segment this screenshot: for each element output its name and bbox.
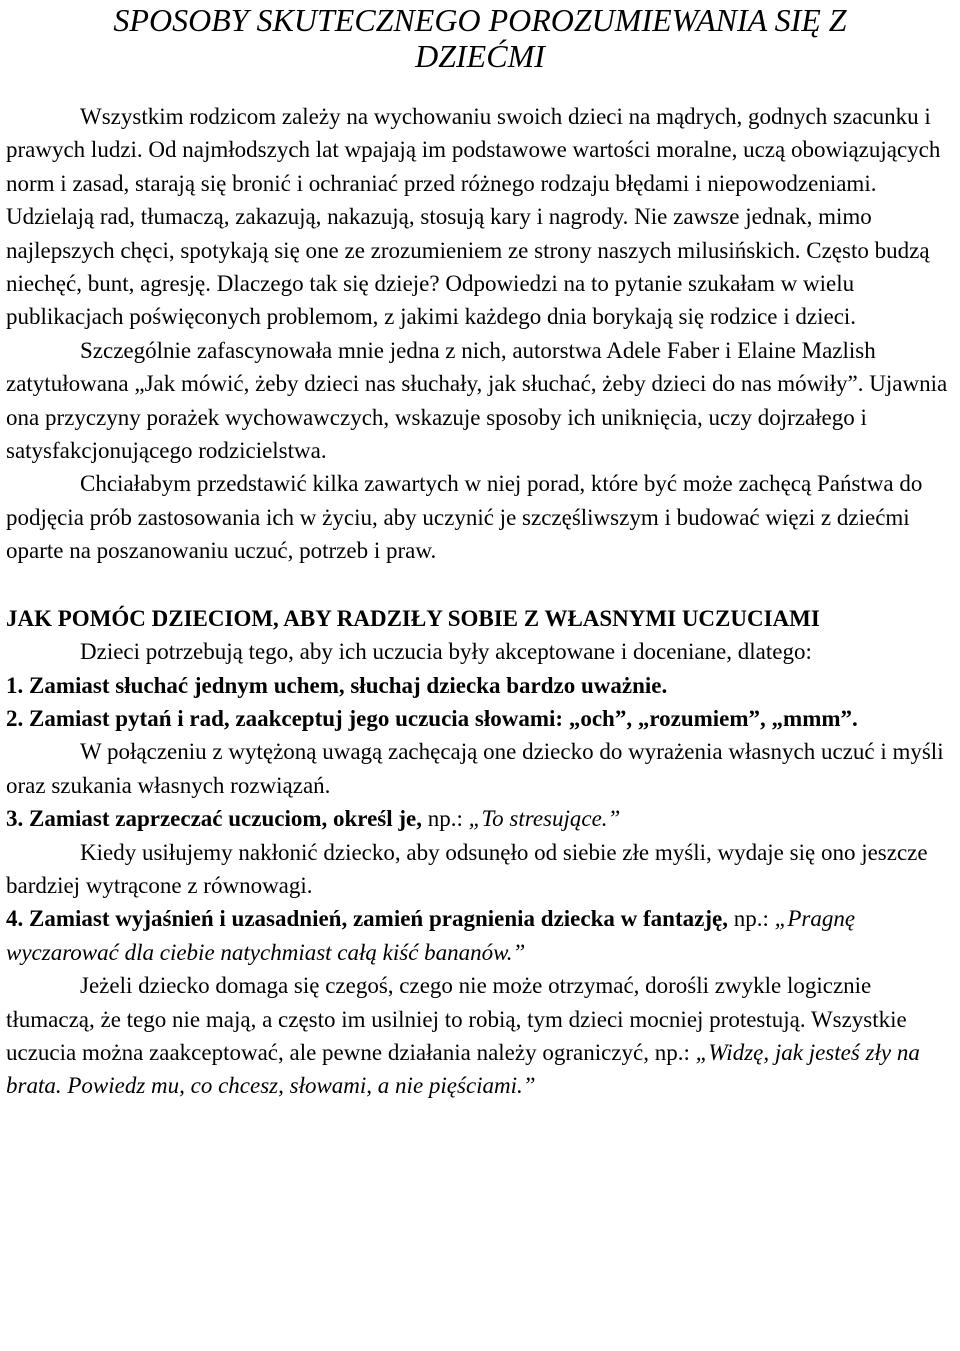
list-item-3: [6, 802, 956, 835]
section-heading: JAK POMÓC DZIECIOM, ABY RADZIŁY SOBIE Z WŁASNYMI UCZUCIAMI: [6, 605, 820, 631]
list-item-2-text: 2. Zamiast pytań i rad, zaakceptuj jego uczucia słowami: „och”, „rozumiem”, „mmm”.: [6, 705, 858, 731]
list-item-4: [6, 902, 956, 969]
explanation-paragraph-c-np: np.:: [648, 1039, 696, 1065]
list-item-3-np: np.:: [422, 806, 469, 832]
document-title: [0, 2, 960, 74]
list-item-4-example: „Pragnę wyczarować dla ciebie natychmiast całą kiść bananów.”: [6, 906, 856, 965]
section-spacer: [6, 568, 956, 602]
title-line-1: SPOSOBY SKUTECZNEGO POROZUMIEWANIA SIĘ Z: [113, 2, 847, 38]
document-body: [6, 100, 956, 1103]
title-line-2: DZIEĆMI: [415, 38, 545, 74]
list-item-3-example: „To stresujące.”: [468, 806, 621, 832]
intro-paragraph-3: Chciałabym przedstawić kilka zawartych w niej porad, które być może zachęcą Państwa do podjęcia prób zastosowania ich w życiu, aby uczynić je szczęśliwszym i budować więzi z dziećmi oparte na poszanowaniu uczuć, potrzeb i praw.: [6, 471, 923, 564]
intro-paragraph-2: Szczególnie zafascynowała mnie jedna z nich, autorstwa Adele Faber i Elaine Mazlish zatytułowana „Jak mówić, żeby dzieci nas słuchały, jak słuchać, żeby dzieci do nas mówiły”. Ujawnia ona przyczyny porażek wychowawczych, wskazuje sposoby ich uniknięcia, uczy dojrzałego i satysfakcjonującego rodzicielstwa.: [6, 337, 948, 464]
explanation-paragraph-c: [6, 969, 956, 1103]
explanation-paragraph-c-example: „Widzę, jak jesteś zły na brata. Powiedz mu, co chcesz, słowami, a nie pięściami.”: [6, 1039, 920, 1099]
list-item-1-text: 1. Zamiast słuchać jednym uchem, słuchaj dziecka bardzo uważnie.: [6, 672, 668, 698]
list-item-4-np: np.:: [727, 906, 775, 932]
section-lead: Dzieci potrzebują tego, aby ich uczucia były akceptowane i doceniane, dlatego:: [80, 639, 812, 665]
explanation-paragraph-c-text: Jeżeli dziecko domaga się czegoś, czego nie może otrzymać, dorośli zwykle logicznie tłumaczą, że tego nie mają, a często im usilniej to robią, tym dzieci mocniej protestują. Wszystkie uczucia można zaakceptować, ale pewne działania należy ograniczyć,: [6, 973, 907, 1065]
explanation-paragraph-a: W połączeniu z wytężoną uwagą zachęcają one dziecko do wyrażenia własnych uczuć i myśli oraz szukania własnych rozwiązań.: [6, 739, 944, 798]
explanation-paragraph-b: Kiedy usiłujemy nakłonić dziecko, aby odsunęło od siebie złe myśli, wydaje się ono jeszcze bardziej wytrącone z równowagi.: [6, 839, 928, 898]
intro-paragraph-1: Wszystkim rodzicom zależy na wychowaniu swoich dzieci na mądrych, godnych szacunku i prawych ludzi. Od najmłodszych lat wpajają im podstawowe wartości moralne, uczą obowiązujących norm i zasad, starają się bronić i ochraniać przed różnego rodzaju błędami i niepowodzeniami. Udzielają rad, tłumaczą, zakazują, nakazują, stosują kary i nagrody. Nie zawsze jednak, mimo najlepszych chęci, spotykają się one ze zrozumieniem ze strony naszych milusińskich. Często budzą niechęć, bunt, agresję. Dlaczego tak się dzieje? Odpowiedzi na to pytanie szukałam w wielu publikacjach poświęconych problemom, z jakimi każdego dnia borykają się rodzice i dzieci.: [6, 104, 941, 330]
list-item-1: [6, 669, 956, 702]
list-item-3-text: 3. Zamiast zaprzeczać uczuciom, określ je,: [6, 806, 423, 832]
list-item-2: [6, 702, 956, 735]
list-item-4-text: 4. Zamiast wyjaśnień i uzasadnień, zamień pragnienia dziecka w fantazję,: [6, 906, 728, 932]
